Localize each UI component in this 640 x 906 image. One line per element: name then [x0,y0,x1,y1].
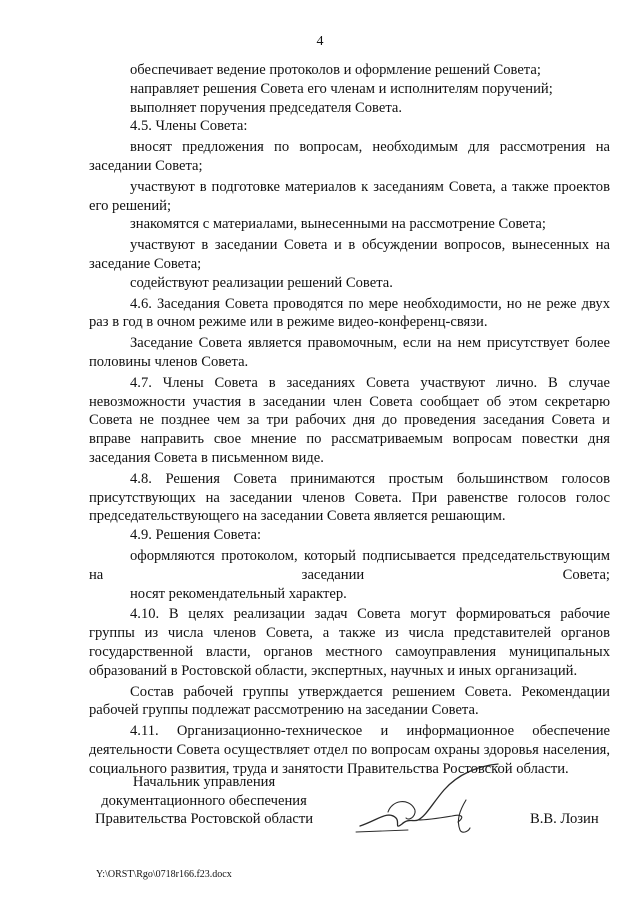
paragraph: 4.11. Организационно-техническое и информационное обеспечение деятельности Совета осуществляет отдел по вопросам охраны здоровья населения, социального развития, труда и занятости Правительства Ростовской области. [89,723,610,777]
signatory-name: В.В. Лозин [530,811,599,827]
file-path-footer: Y:\ORST\Rgo\0718r166.f23.docx [96,869,232,880]
paragraph: оформляются протоколом, который подписывается председательствующим на заседании Совета; [89,547,610,583]
paragraph: носят рекомендательный характер. [130,585,347,602]
paragraph: участвуют в подготовке материалов к заседаниям Совета, а также проектов его решений; [89,178,610,214]
signatory-title-line: документационного обеспечения [101,792,307,809]
paragraph: Состав рабочей группы утверждается решением Совета. Рекомендации рабочей группы подлежат рассмотрению на заседании Совета. [89,683,610,719]
document-body [89,61,610,778]
section-heading: 4.9. Решения Совета: [130,527,262,544]
handwritten-signature [348,760,518,840]
paragraph: направляет решения Совета его членам и исполнителям поручений; [130,80,553,97]
signatory-title [89,773,319,829]
paragraph: 4.6. Заседания Совета проводятся по мере необходимости, но не реже двух раз в год в очном режиме или в режиме видео-конференц-связи. [89,295,610,331]
paragraph: Заседание Совета является правомочным, если на нем присутствует более половины членов Совета. [89,335,610,370]
paragraph: 4.7. Члены Совета в заседаниях Совета участвуют лично. В случае невозможности участия в заседании член Совета сообщает об этом секретарю Совета не позднее чем за три рабочих дня до проведения заседания Совета и вправе направить свое мнение по рассматриваемым вопросам повестки дня заседания Совета в письменном виде. [89,374,610,466]
paragraph: выполняет поручения председателя Совета. [130,99,403,116]
paragraph: 4.10. В целях реализации задач Совета могут формироваться рабочие группы из числа членов Совета, а также из числа представителей органов государственной власти, органов местного самоуправления муниципальных образований в Ростовской области, экспертных, научных и иных организаций. [89,606,610,679]
paragraph: 4.8. Решения Совета принимаются простым большинством голосов присутствующих на заседании членов Совета. При равенстве голосов голос председательствующего на заседании Совета является решающим. [89,470,610,525]
signatory-title-line: Начальник управления [132,774,276,790]
paragraph: знакомятся с материалами, вынесенными на рассмотрение Совета; [130,216,546,233]
section-heading: 4.5. Члены Совета: [130,118,248,135]
paragraph: участвуют в заседании Совета и в обсуждении вопросов, вынесенных на заседание Совета; [89,237,610,272]
signatory-title-line: Правительства Ростовской области [94,811,314,827]
paragraph: вносят предложения по вопросам, необходимым для рассмотрения на заседании Совета; [89,139,610,174]
page-number: 4 [316,34,324,49]
paragraph: содействуют реализации решений Совета. [130,274,393,291]
paragraph: обеспечивает ведение протоколов и оформление решений Совета; [130,62,541,78]
